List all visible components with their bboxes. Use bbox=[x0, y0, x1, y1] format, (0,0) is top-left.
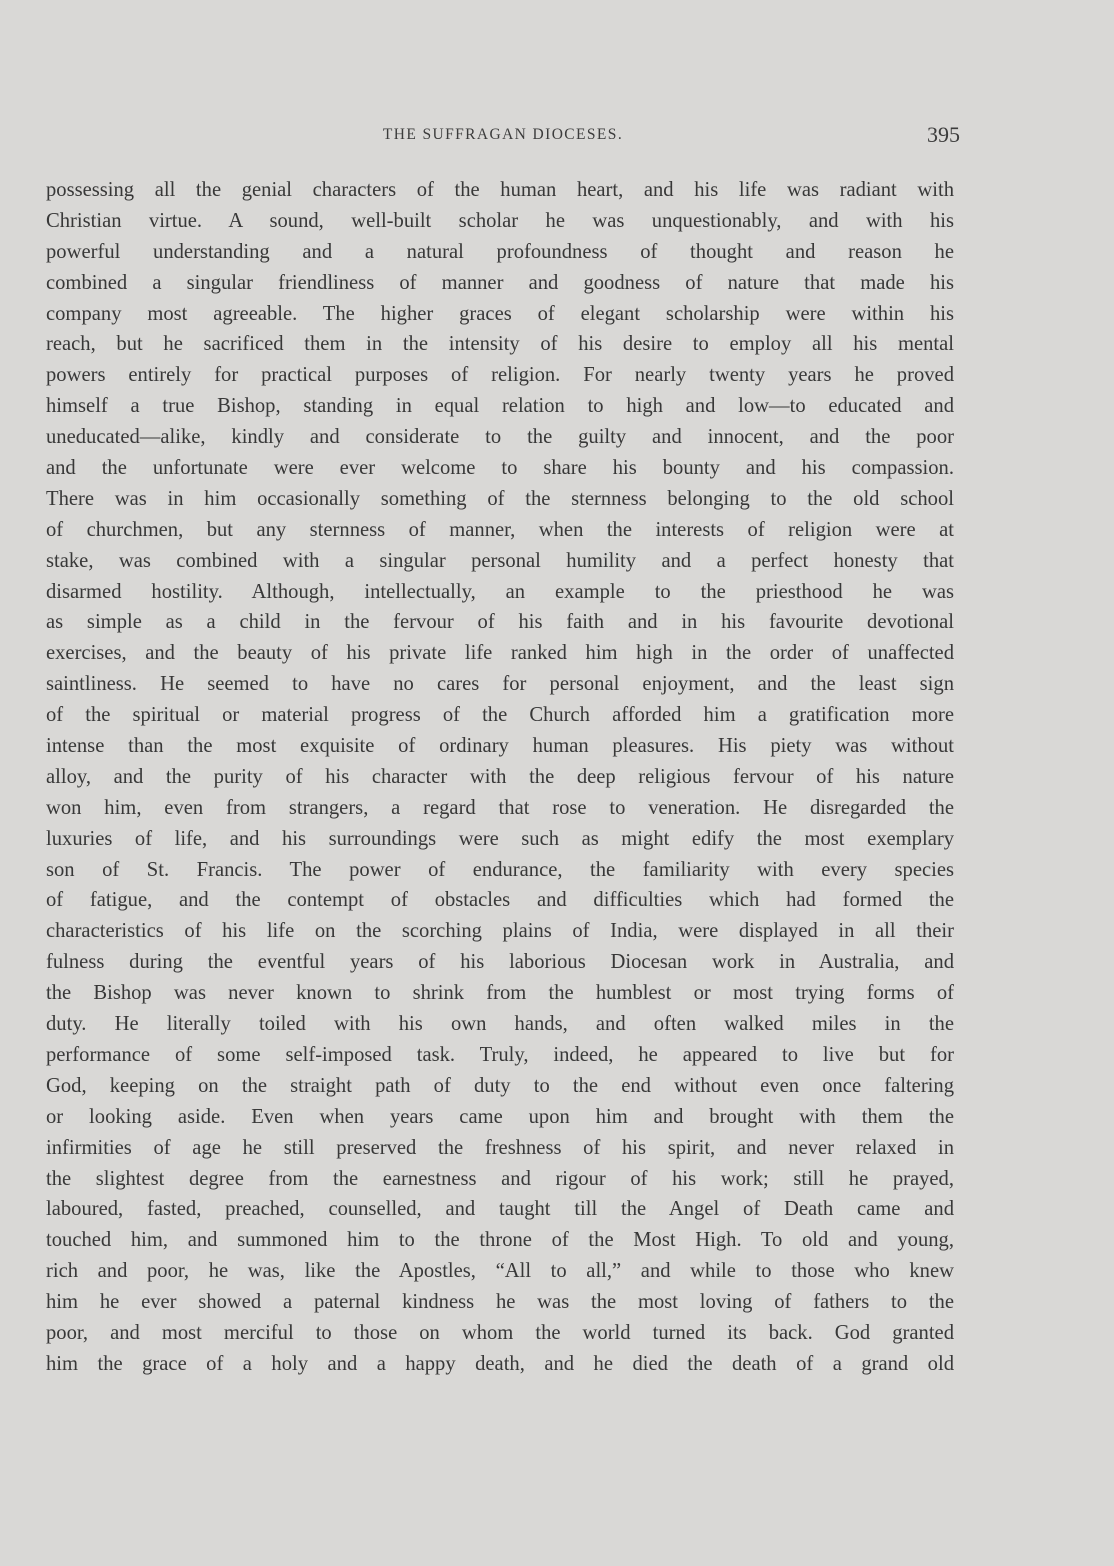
text-line: stake, was combined with a singular personal humility and a perfect honesty that bbox=[46, 549, 954, 572]
text-line: rich and poor, he was, like the Apostles, “All to all,” and while to those who knew bbox=[46, 1260, 954, 1283]
text-line: uneducated—alike, kindly and considerate to the guilty and innocent, and the poor bbox=[46, 426, 954, 449]
text-line: him he ever showed a paternal kindness he was the most loving of fathers to the bbox=[46, 1291, 954, 1314]
text-line: performance of some self-imposed task. Truly, indeed, he appeared to live but for bbox=[46, 1043, 954, 1066]
text-line: possessing all the genial characters of the human heart, and his life was radiant with bbox=[46, 179, 954, 201]
text-line: and the unfortunate were ever welcome to share his bounty and his compassion. bbox=[46, 457, 954, 480]
text-line: disarmed hostility. Although, intellectually, an example to the priesthood he was bbox=[46, 580, 954, 603]
text-line: Christian virtue. A sound, well-built scholar he was unquestionably, and with his bbox=[46, 209, 954, 232]
text-line: the slightest degree from the earnestness and rigour of his work; still he prayed, bbox=[46, 1167, 954, 1190]
body-text bbox=[46, 175, 954, 1380]
text-line: company most agreeable. The higher graces of elegant scholarship were within his bbox=[46, 302, 954, 325]
running-title: THE SUFFRAGAN DIOCESES. bbox=[382, 126, 624, 143]
text-line: intense than the most exquisite of ordinary human pleasures. His piety was without bbox=[46, 735, 954, 758]
text-line: son of St. Francis. The power of endurance, the familiarity with every species bbox=[46, 858, 954, 881]
text-line: characteristics of his life on the scorching plains of India, were displayed in all their bbox=[46, 920, 954, 943]
text-line: of fatigue, and the contempt of obstacles and difficulties which had formed the bbox=[46, 889, 954, 912]
text-line: of the spiritual or material progress of the Church afforded him a gratification more bbox=[46, 704, 954, 727]
text-line: reach, but he sacrificed them in the intensity of his desire to employ all his mental bbox=[46, 333, 954, 356]
text-line: poor, and most merciful to those on whom the world turned its back. God granted bbox=[46, 1321, 954, 1344]
page-number: 395 bbox=[927, 122, 960, 147]
running-head bbox=[46, 122, 960, 152]
text-line: laboured, fasted, preached, counselled, and taught till the Angel of Death came and bbox=[46, 1198, 954, 1221]
text-line: duty. He literally toiled with his own hands, and often walked miles in the bbox=[46, 1013, 954, 1036]
text-line: the Bishop was never known to shrink from the humblest or most trying forms of bbox=[46, 982, 954, 1005]
text-line: as simple as a child in the fervour of his faith and in his favourite devotional bbox=[46, 611, 954, 634]
text-line: touched him, and summoned him to the throne of the Most High. To old and young, bbox=[46, 1229, 954, 1252]
text-line: of churchmen, but any sternness of manner, when the interests of religion were at bbox=[46, 518, 954, 541]
text-line: alloy, and the purity of his character with the deep religious fervour of his nature bbox=[46, 765, 954, 788]
text-line: him the grace of a holy and a happy death, and he died the death of a grand old bbox=[46, 1352, 954, 1375]
text-line: won him, even from strangers, a regard that rose to veneration. He disregarded the bbox=[46, 796, 954, 819]
text-line: himself a true Bishop, standing in equal relation to high and low—to educated and bbox=[46, 395, 954, 418]
text-line: infirmities of age he still preserved the freshness of his spirit, and never relaxed in bbox=[46, 1136, 954, 1159]
text-line: powers entirely for practical purposes of religion. For nearly twenty years he proved bbox=[46, 364, 954, 387]
text-line: combined a singular friendliness of manner and goodness of nature that made his bbox=[46, 271, 954, 294]
text-line: luxuries of life, and his surroundings were such as might edify the most exemplary bbox=[46, 827, 954, 850]
text-line: exercises, and the beauty of his private life ranked him high in the order of unaffected bbox=[46, 642, 954, 665]
text-line: powerful understanding and a natural profoundness of thought and reason he bbox=[46, 240, 954, 263]
text-line: God, keeping on the straight path of duty to the end without even once faltering bbox=[46, 1074, 954, 1097]
text-line: saintliness. He seemed to have no cares for personal enjoyment, and the least sign bbox=[46, 673, 954, 696]
text-line: fulness during the eventful years of his laborious Diocesan work in Australia, and bbox=[46, 951, 954, 974]
text-line: There was in him occasionally something of the sternness belonging to the old school bbox=[46, 487, 954, 510]
text-line: or looking aside. Even when years came upon him and brought with them the bbox=[46, 1105, 954, 1128]
